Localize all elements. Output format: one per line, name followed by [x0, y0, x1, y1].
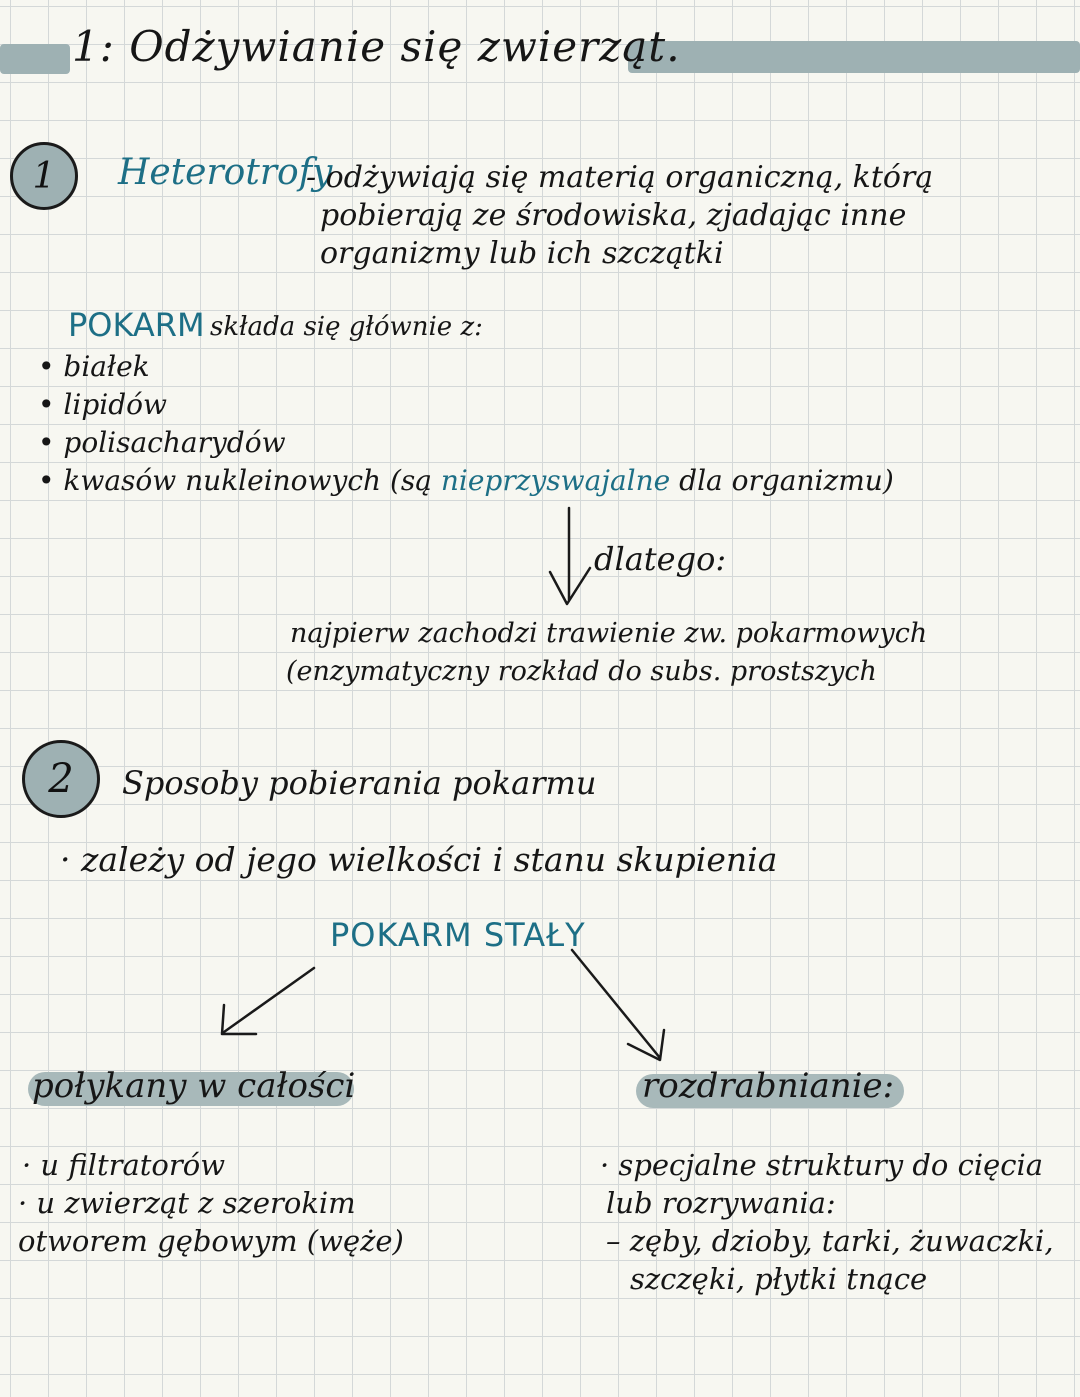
section-2-number: 2	[22, 740, 100, 818]
food-item-lipids: • lipidów	[38, 388, 167, 421]
right-branch-item-4: szczęki, płytki tnące	[630, 1262, 928, 1296]
left-branch-item-1: · u filtratorów	[22, 1148, 226, 1182]
section-2-subheading: · zależy od jego wielkości i stanu skupienia	[60, 840, 778, 879]
food-item-proteins: • białek	[38, 350, 150, 383]
left-branch-item-3: otworem gębowym (węże)	[18, 1224, 404, 1258]
indigestible-highlight: nieprzyswajalne	[440, 464, 671, 497]
food-intro: składa się głównie z:	[210, 312, 483, 342]
page-title: 1: Odżywianie się zwierząt.	[72, 22, 681, 71]
section-1-number: 1	[10, 142, 78, 210]
right-diagonal-arrow	[572, 950, 664, 1060]
heterotrophs-term: Heterotrofy	[118, 152, 333, 193]
definition-line-2: pobierają ze środowiska, zjadając inne	[320, 198, 907, 233]
nucleic-acids-prefix: • kwasów nukleinowych (są	[38, 464, 432, 497]
down-arrow	[550, 508, 590, 604]
right-branch-item-2: lub rozrywania:	[606, 1186, 836, 1220]
conclusion-line-2: (enzymatyczny rozkład do subs. prostszych	[286, 656, 877, 687]
food-label: POKARM	[68, 306, 205, 344]
definition-line-3: organizmy lub ich szczątki	[320, 236, 724, 271]
therefore-label: dlatego:	[594, 540, 727, 578]
right-branch-item-3: – zęby, dzioby, tarki, żuwaczki,	[606, 1224, 1054, 1258]
left-branch-title: połykany w całości	[32, 1066, 356, 1106]
right-branch-title: rozdrabnianie:	[642, 1066, 895, 1106]
nucleic-acids-suffix: dla organizmu)	[679, 464, 894, 497]
conclusion-line-1: najpierw zachodzi trawienie zw. pokarmowych	[290, 618, 928, 649]
right-branch-item-1: · specjalne struktury do cięcia	[600, 1148, 1044, 1182]
solid-food-label: POKARM STAŁY	[330, 916, 586, 954]
definition-line-1: - odżywiają się materią organiczną, którą	[306, 160, 934, 195]
section-2-heading: Sposoby pobierania pokarmu	[122, 764, 597, 802]
left-branch-item-2: · u zwierząt z szerokim	[18, 1186, 356, 1220]
food-item-polysaccharides: • polisacharydów	[38, 426, 286, 459]
left-diagonal-arrow	[222, 968, 314, 1034]
